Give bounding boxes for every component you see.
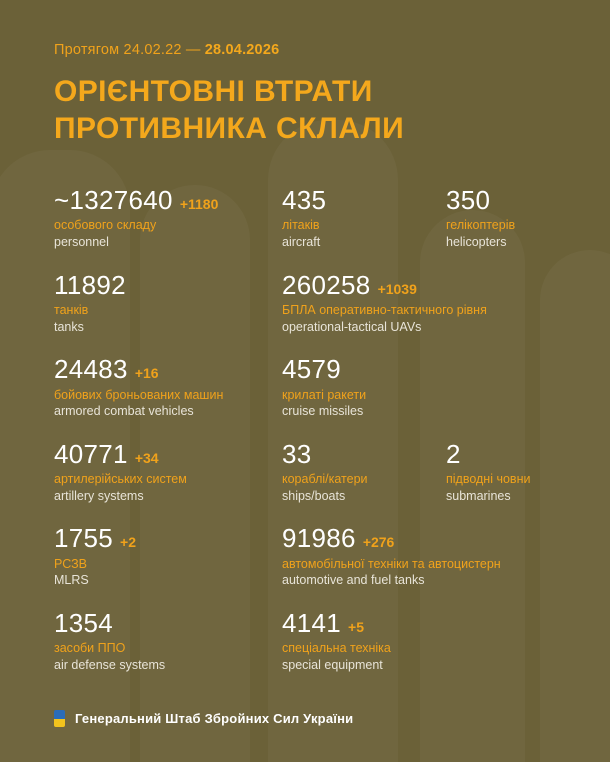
footer-source-label: Генеральний Штаб Збройних Сил України [75, 711, 354, 727]
stat-value: 33 [282, 438, 312, 469]
stat-value: 4141 [282, 607, 342, 638]
stat-label-en: special equipment [282, 657, 383, 672]
casualty-rows [54, 187, 574, 694]
stat-delta: +276 [362, 534, 395, 551]
stat-label-ua: підводні човни [446, 472, 531, 487]
stat-uavs [282, 269, 487, 336]
stat-tanks [54, 269, 282, 336]
stat-label-en: armored combat vehicles [54, 404, 194, 419]
stat-delta: +2 [120, 534, 137, 551]
stat-label-ua: танків [54, 303, 89, 318]
stat-label-ua: особового складу [54, 218, 157, 233]
stat-special-equipment [282, 607, 391, 674]
period-line [54, 42, 574, 58]
ukraine-flag-icon [54, 710, 65, 727]
stat-value: 260258 [282, 269, 371, 300]
stat-value: 435 [282, 185, 327, 216]
stat-value: 1354 [54, 607, 114, 638]
table-row [54, 607, 574, 674]
stat-label-ua: автомобільної техніки та автоцистерн [282, 556, 501, 571]
stat-delta: +5 [348, 618, 365, 635]
page-title [54, 74, 574, 147]
table-row [54, 438, 574, 505]
stat-label-en: operational-tactical UAVs [282, 319, 422, 334]
table-row [54, 356, 574, 420]
stat-label-ua: гелікоптерів [446, 218, 516, 233]
stat-label-en: personnel [54, 235, 109, 250]
stat-label-en: cruise missiles [282, 404, 364, 419]
stat-label-ua: літаків [282, 218, 320, 233]
stat-label-en: MLRS [54, 573, 89, 588]
table-row [54, 525, 574, 589]
stat-label-en: submarines [446, 488, 511, 503]
table-row [54, 269, 574, 336]
stat-value: 40771 [54, 438, 128, 469]
stat-personnel [54, 187, 282, 251]
stat-mlrs [54, 525, 282, 589]
stat-value: 2 [446, 438, 461, 469]
stat-value: 4579 [282, 354, 342, 385]
stat-value: 24483 [54, 354, 128, 385]
stat-label-en: automotive and fuel tanks [282, 573, 425, 588]
stat-label-en: helicopters [446, 235, 507, 250]
stat-air-defense [54, 607, 282, 674]
stat-automotive [282, 525, 501, 589]
title-line-1: ОРІЄНТОВНІ ВТРАТИ [54, 75, 373, 108]
stat-delta: +16 [134, 365, 159, 382]
stat-delta: +34 [134, 449, 159, 466]
stat-label-ua: крилаті ракети [282, 387, 367, 402]
period-dash: — [185, 42, 201, 58]
stat-label-ua: артилерійських систем [54, 472, 187, 487]
stat-aircraft [282, 187, 446, 251]
stat-value: 11892 [54, 269, 126, 300]
stat-label-ua: кораблі/катери [282, 472, 368, 487]
stat-label-en: artillery systems [54, 488, 144, 503]
stat-value: ~1327640 [54, 185, 173, 216]
stat-value: 1755 [54, 523, 114, 554]
stat-cruise-missiles [282, 356, 366, 420]
stat-value: 91986 [282, 523, 356, 554]
stat-delta: +1180 [179, 196, 219, 213]
stat-label-en: ships/boats [282, 488, 346, 503]
stat-submarines [446, 438, 531, 505]
stat-label-ua: спеціальна техніка [282, 641, 391, 656]
title-line-2: ПРОТИВНИКА СКЛАЛИ [54, 111, 405, 145]
stat-label-ua: РСЗВ [54, 556, 87, 571]
stat-armored-vehicles [54, 356, 282, 420]
stat-artillery [54, 438, 282, 505]
stat-value: 350 [446, 185, 491, 216]
stat-label-en: aircraft [282, 235, 321, 250]
stat-label-en: air defense systems [54, 657, 166, 672]
stat-helicopters [446, 187, 515, 251]
stat-label-ua: бойових броньованих машин [54, 387, 224, 402]
footer [54, 710, 574, 727]
period-start: Протягом 24.02.22 [54, 42, 182, 58]
stat-label-en: tanks [54, 319, 84, 334]
stat-label-ua: БПЛА оперативно-тактичного рівня [282, 303, 487, 318]
table-row [54, 187, 574, 251]
stat-label-ua: засоби ППО [54, 641, 126, 656]
period-end-date: 28.04.2026 [204, 42, 280, 58]
stat-delta: +1039 [377, 280, 417, 297]
stat-ships [282, 438, 446, 505]
